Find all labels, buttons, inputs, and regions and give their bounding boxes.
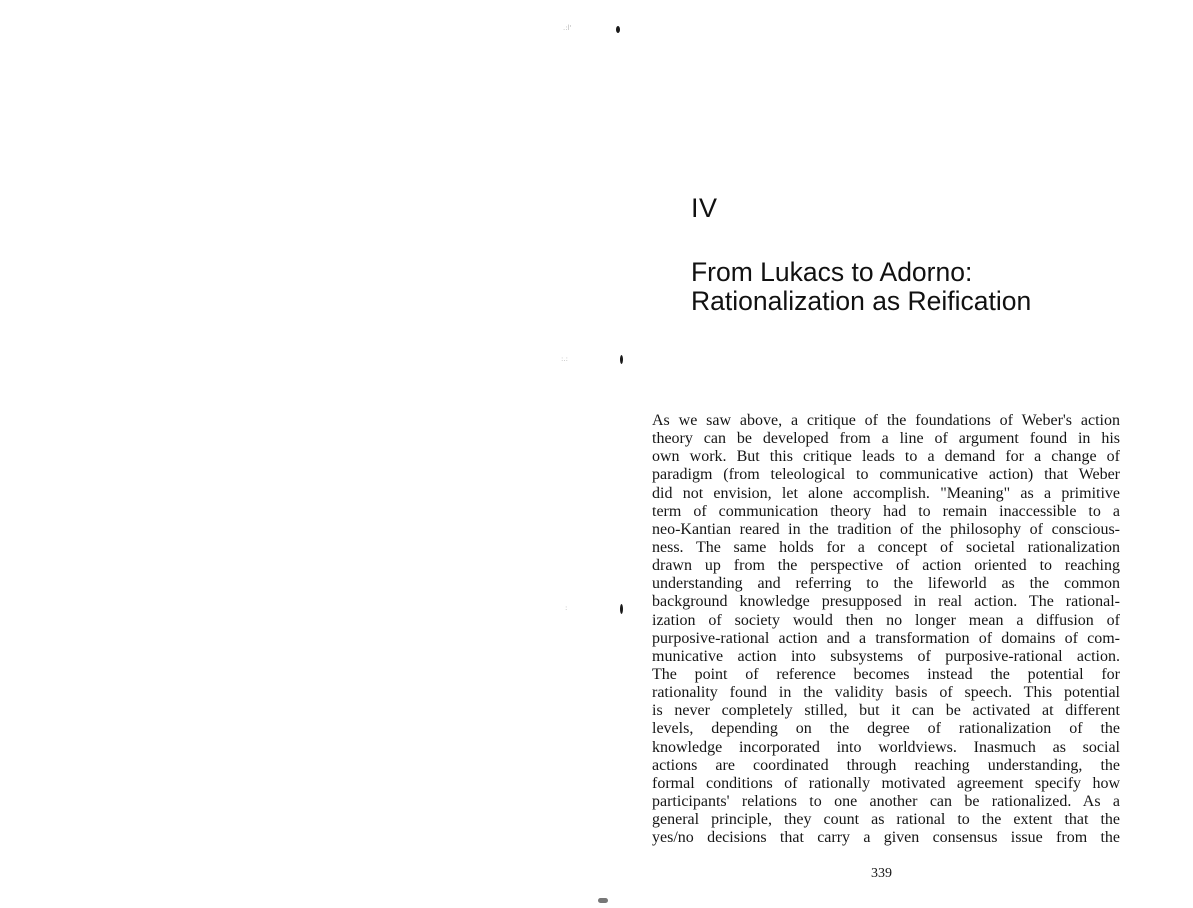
body-line: levels, depending on the degree of rationalization of the: [652, 720, 1120, 738]
scan-speck: [620, 355, 623, 364]
scan-speck: [620, 604, 623, 614]
body-line: background knowledge presupposed in real action. The rational-: [652, 593, 1120, 611]
scan-speck: [598, 898, 608, 903]
body-line: actions are coordinated through reaching understanding, the: [652, 756, 1120, 774]
body-paragraph: [652, 412, 1120, 847]
scan-speck: [616, 26, 620, 33]
scan-noise: :.:: [561, 355, 568, 363]
body-line: is never completely stilled, but it can be activated at different: [652, 702, 1120, 720]
body-line: paradigm (from teleological to communicative action) that Weber: [652, 466, 1120, 484]
page-number: 339: [871, 866, 892, 881]
chapter-title-line: From Lukacs to Adorno:: [691, 257, 973, 287]
body-line: understanding and referring to the lifeworld as the common: [652, 575, 1120, 593]
body-line: ness. The same holds for a concept of societal rationalization: [652, 538, 1120, 556]
scan-noise: .:l': [563, 24, 572, 32]
body-line: The point of reference becomes instead the potential for: [652, 665, 1120, 683]
body-line: general principle, they count as rational to the extent that the: [652, 811, 1120, 829]
body-line: drawn up from the perspective of action oriented to reaching: [652, 557, 1120, 575]
body-line: knowledge incorporated into worldviews. Inasmuch as social: [652, 738, 1120, 756]
body-line: participants' relations to one another can be rationalized. As a: [652, 792, 1120, 810]
body-line: own work. But this critique leads to a demand for a change of: [652, 448, 1120, 466]
scan-noise: :: [565, 604, 568, 612]
body-line: municative action into subsystems of purposive-rational action.: [652, 647, 1120, 665]
body-line: purposive-rational action and a transformation of domains of com-: [652, 629, 1120, 647]
body-line: As we saw above, a critique of the foundations of Weber's action: [652, 412, 1120, 429]
chapter-title: [691, 258, 1031, 316]
body-line: yes/no decisions that carry a given consensus issue from the: [652, 829, 1120, 847]
body-line: ization of society would then no longer mean a diffusion of: [652, 611, 1120, 629]
body-line: neo-Kantian reared in the tradition of the philosophy of conscious-: [652, 520, 1120, 538]
body-line: theory can be developed from a line of argument found in his: [652, 430, 1120, 448]
body-line: did not envision, let alone accomplish. "Meaning" as a primitive: [652, 484, 1120, 502]
body-line: formal conditions of rationally motivated agreement specify how: [652, 774, 1120, 792]
chapter-number: IV: [691, 193, 718, 223]
body-line: rationality found in the validity basis of speech. This potential: [652, 684, 1120, 702]
chapter-title-line: Rationalization as Reification: [691, 286, 1032, 316]
body-line: term of communication theory had to remain inaccessible to a: [652, 502, 1120, 520]
